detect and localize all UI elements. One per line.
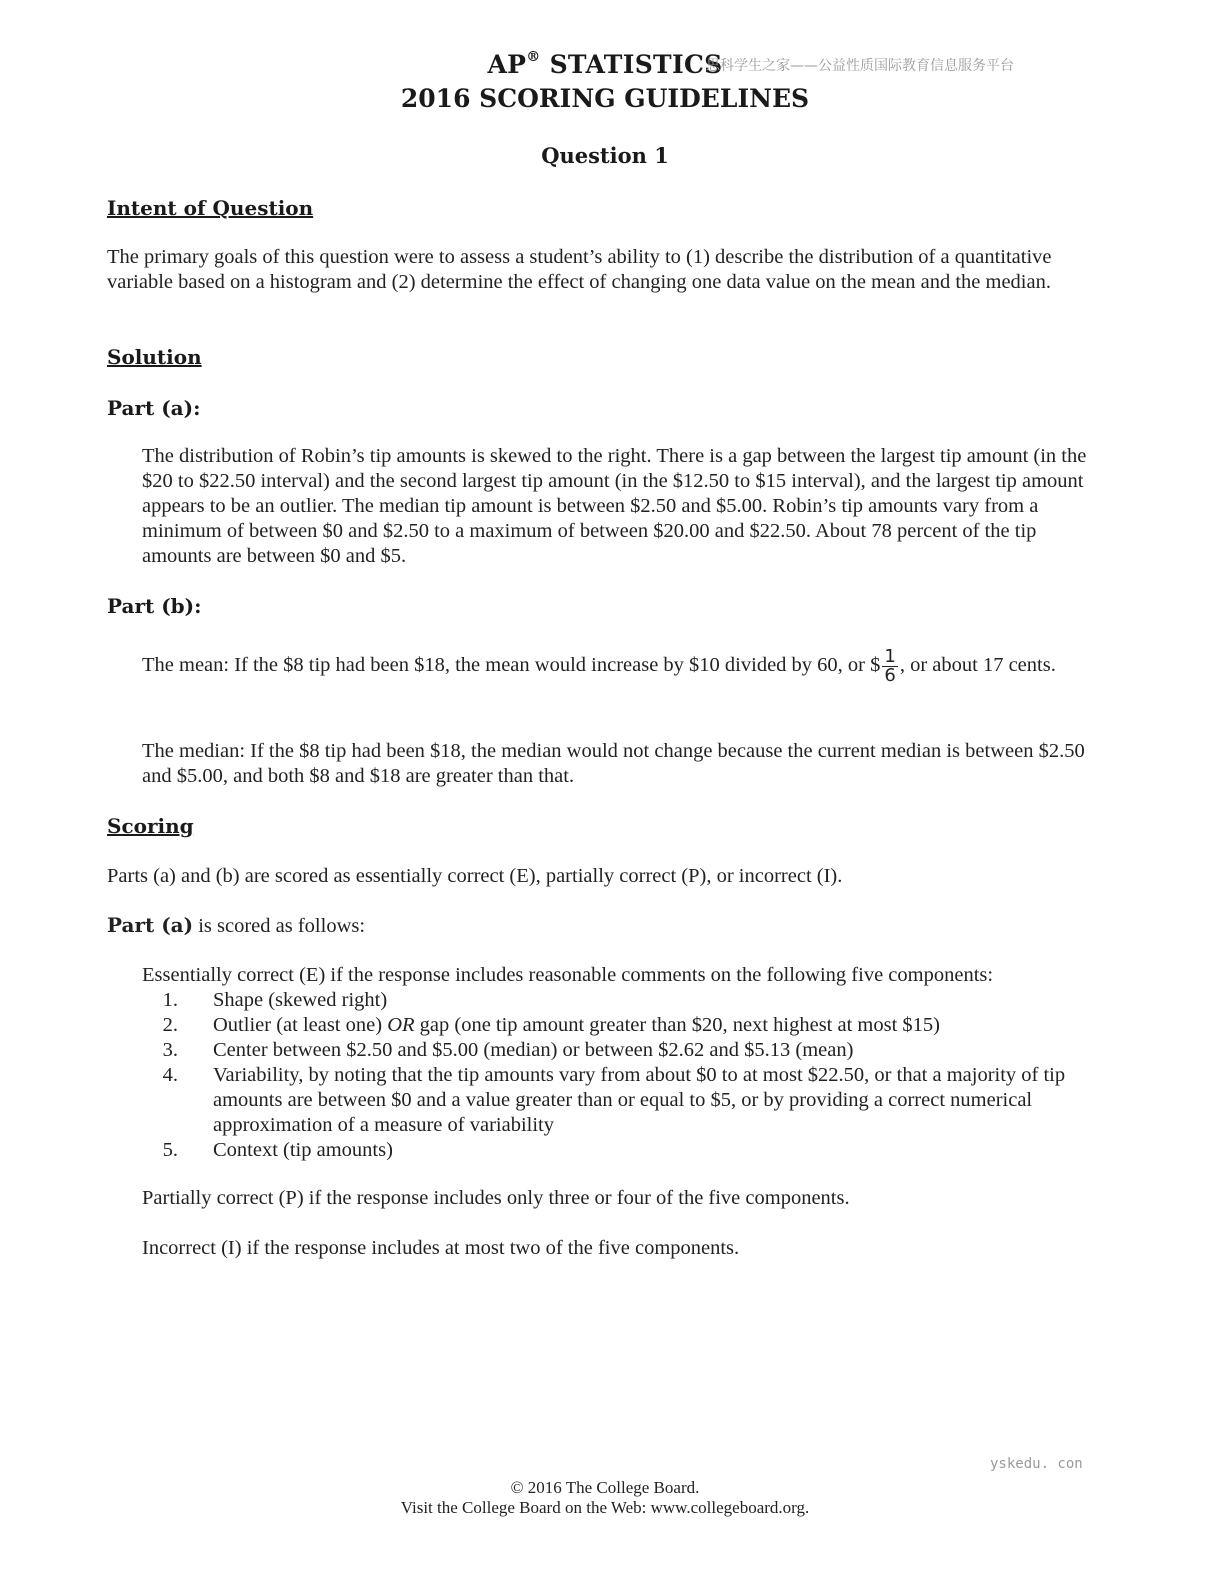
- scoring-intro: Parts (a) and (b) are scored as essentially correct (E), partially correct (P), or incorrect (I).: [107, 865, 843, 887]
- essentially-correct-text: Essentially correct (E) if the response includes reasonable comments on the following five components:: [142, 964, 994, 986]
- incorrect-text: Incorrect (I) if the response includes at most two of the five components.: [142, 1237, 740, 1259]
- list-item: 2. Outlier (at least one) OR gap (one tip amount greater than $20, next highest at most $15): [162, 1014, 940, 1036]
- part-b-heading: Part (b):: [107, 594, 202, 618]
- mean-text: The mean: If the $8 tip had been $18, the mean would increase by $10 divided by 60, or $ $\frac{1}{6}$ , or about 17 cents.: [142, 645, 1056, 686]
- scoring-heading: Scoring: [107, 814, 194, 838]
- title-scoring-guidelines: 2016 SCORING GUIDELINES: [400, 84, 810, 113]
- list-item: 5. Context (tip amounts): [162, 1139, 393, 1161]
- intent-text: The primary goals of this question were to assess a student’s ability to (1) describe the distribution of a quantitative variable based on a histogram and (2) determine the effect of changing one data value on the mean and the median.: [107, 246, 1052, 293]
- fraction-one-sixth: $\frac{1}{6}$: [884, 645, 896, 686]
- footer-visit: Visit the College Board on the Web: www.collegeboard.org.: [400, 1498, 810, 1517]
- list-item: 1. Shape (skewed right): [162, 989, 388, 1011]
- question-title: Question 1: [541, 143, 669, 168]
- part-a-text: The distribution of Robin’s tip amounts is skewed to the right. There is a gap between the largest tip amount (in the $20 to $22.50 interval) and the second largest tip amount (in the $12.50 to $15 interval), and the largest tip amount appears to be an outlier. The median tip amount is between $2.50 and $5.00. Robin’s tip amounts vary from a minimum of between $0 and $2.50 to a maximum of between $20.00 and $22.50. About 78 percent of the tip amounts are between $0 and $5.: [142, 445, 1087, 567]
- title-ap-statistics: AP® STATISTICS: [487, 48, 723, 79]
- median-text: The median: If the $8 tip had been $18, the median would not change because the current median is between $2.50 and $5.00, and both $8 and $18 are greater than that.: [142, 740, 1085, 787]
- list-item: 3. Center between $2.50 and $5.00 (median) or between $2.62 and $5.13 (mean): [162, 1039, 854, 1061]
- partially-correct-text: Partially correct (P) if the response includes only three or four of the five components.: [142, 1187, 850, 1209]
- watermark-top: 思科学生之家——公益性质国际教育信息服务平台: [706, 58, 1014, 74]
- footer-copyright: © 2016 The College Board.: [510, 1478, 700, 1497]
- components-list: [142, 988, 1102, 1163]
- watermark-bottom: yskedu. con: [990, 1456, 1083, 1472]
- list-item: 4. Variability, by noting that the tip amounts vary from about $0 to at most $22.50, or that a majority of tip amounts are between $0 and a value greater than or equal to $5, or by providing a correct numerical approximation of a measure of variability: [162, 1064, 1066, 1136]
- part-a-scoring-line: Part (a) is scored as follows:: [107, 913, 366, 937]
- solution-heading: Solution: [107, 345, 202, 369]
- intent-heading: Intent of Question: [107, 196, 314, 220]
- part-a-heading: Part (a):: [107, 396, 201, 420]
